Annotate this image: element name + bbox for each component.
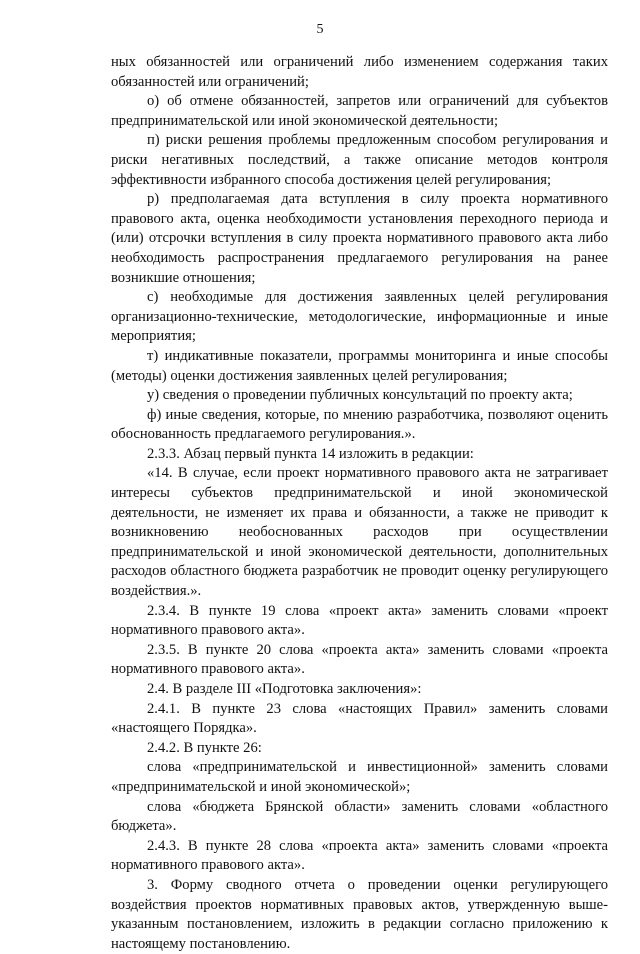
paragraph-2-4-3: 2.4.3. В пункте 28 слова «проекта акта» заменить словами «проекта нормативного правового акта». [111,837,608,874]
paragraph-continuation: ных обязанностей или ограничений либо изменением содержания таких обязанностей или ограничений; [111,54,608,90]
paragraph-item-s: с) необходимые для достижения заявленных целей регулирования организационно-технические, методологические, информационные и иные мероприятия; [111,289,608,345]
paragraph-item-t: т) индикативные показатели, программы мониторинга и иные способы (методы) оценки достижения заявленных целей регулирования; [111,347,608,384]
paragraph-item-p: п) риски решения проблемы предложенным способом регулирования и риски негативных последствий, а также описание методов контроля эффективности избранного способа достижения целей регулирования; [111,132,608,188]
document-body [111,53,608,954]
paragraph-2-4: 2.4. В разделе III «Подготовка заключения»: [147,681,422,697]
paragraph-2-3-5: 2.3.5. В пункте 20 слова «проекта акта» заменить словами «проекта нормативного правового акта». [111,641,608,678]
paragraph-3: 3. Форму сводного отчета о проведении оценки регулирующего воздействия проектов нормативных правовых актов, утвержденную выше-указанным постановлением, изложить в редакции согласно приложению к настоящему постановлению. [111,876,608,952]
paragraph-item-o: о) об отмене обязанностей, запретов или ограничений для субъектов предпринимательской или иной экономической деятельности; [111,93,608,129]
paragraph-2-4-2-b: слова «бюджета Брянской области» заменить словами «областного бюджета». [111,798,608,835]
paragraph-2-4-1: 2.4.1. В пункте 23 слова «настоящих Правил» заменить словами «настоящего Порядка». [111,700,608,737]
paragraph-2-4-2-a: слова «предпринимательской и инвестиционной» заменить словами «предпринимательской и иной экономической»; [111,759,608,795]
paragraph-2-3-4: 2.3.4. В пункте 19 слова «проект акта» заменить словами «проект нормативного правового акта». [111,602,608,639]
paragraph-2-3-3: 2.3.3. Абзац первый пункта 14 изложить в редакции: [147,445,474,462]
paragraph-item-u: у) сведения о проведении публичных консультаций по проекту акта; [147,387,573,404]
paragraph-item-r: р) предполагаемая дата вступления в силу проекта нормативного правового акта, оценка необходимости установления переходного периода и (или) отсрочки вступления в силу проекта нормативного правового акта либо необходимость распространения предлагаемого регулирования на ранее возникшие отношения; [111,191,608,286]
paragraph-quote-14: «14. В случае, если проект нормативного правового акта не затрагивает интересы субъектов предпринимательской и иной экономической деятельности, не изменяет их права и обязанности, а также не приводит к возникновению необоснованных расходов при осуществлении предпринимательской и иной экономической деятельности, дополнительных расходов областного бюджета разработчик не проводит оценку регулирующего воздействия.». [111,465,608,600]
paragraph-item-f: ф) иные сведения, которые, по мнению разработчика, позволяют оценить обоснованность предлагаемого регулирования.». [111,406,608,443]
paragraph-2-4-2: 2.4.2. В пункте 26: [147,739,262,756]
page-number: 5 [316,22,324,37]
